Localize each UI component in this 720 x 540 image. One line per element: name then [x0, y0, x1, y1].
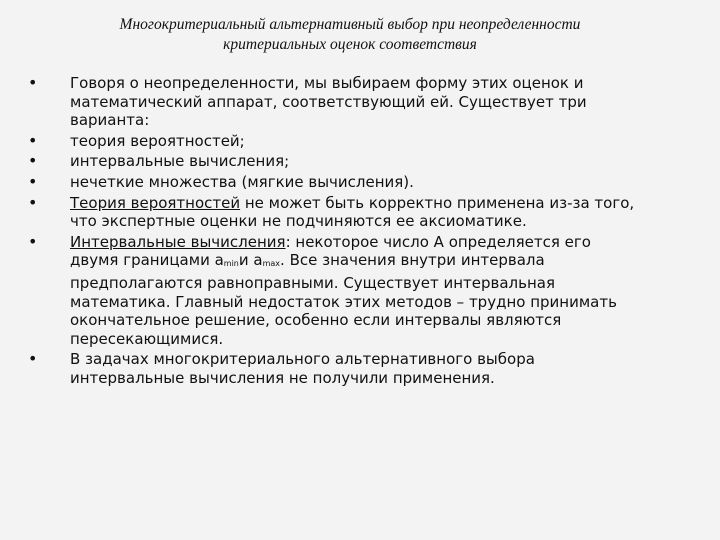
term-probability-theory: Теория вероятностей: [70, 193, 241, 212]
text-line: • Говоря о неопределенности, мы выбираем форму этих оценок и: [70, 74, 584, 92]
term-interval-computations: Интервальные вычисления: [70, 232, 286, 251]
text-line: математический аппарат, соответствующий ей. Существует три: [70, 92, 587, 111]
bullet-intro: [28, 74, 688, 130]
text-line: интервальные вычисления не получили применения.: [70, 368, 495, 387]
text-line: [70, 251, 688, 274]
bullet-interval-computations: [28, 233, 688, 349]
text-line: [70, 194, 688, 213]
text-line: • интервальные вычисления;: [70, 152, 290, 171]
text-line: • теория вероятностей;: [70, 131, 245, 150]
title-line-1: Многокритериальный альтернативный выбор при неопределенности: [119, 16, 581, 33]
text-line: пересекающимися.: [70, 329, 224, 348]
title-line-2: критериальных оценок соответствия: [223, 36, 477, 53]
bullet-probability: [28, 132, 688, 151]
text-fragment: . Все значения внутри интервала: [280, 251, 545, 270]
bullet-probability-theory: [28, 194, 688, 231]
text-line: математика. Главный недостаток этих методов – трудно принимать: [70, 292, 617, 311]
text-fragment: двумя границами a: [70, 251, 224, 270]
text-line: • нечеткие множества (мягкие вычисления).: [70, 172, 414, 191]
text-line: [70, 233, 688, 252]
text-line: что экспертные оценки не подчиняются ее аксиоматике.: [70, 212, 527, 231]
text-fragment: не может быть корректно применена из-за того,: [240, 193, 635, 212]
slide-title: [40, 15, 660, 55]
text-fragment: и a: [238, 251, 263, 270]
text-line: предполагаются равноправными. Существует интервальная: [70, 273, 555, 292]
bullet-interval: [28, 152, 688, 171]
text-line: окончательное решение, особенно если интервалы являются: [70, 311, 562, 330]
bullet-list: [28, 74, 688, 390]
bullet-fuzzy: [28, 173, 688, 192]
subscript-max: max: [262, 259, 281, 269]
text-line: • В задачах многокритериального альтернативного выбора: [70, 350, 535, 369]
subscript-min: min: [223, 259, 239, 269]
text-fragment: : некоторое число A определяется его: [285, 232, 591, 251]
bullet-conclusion: [28, 350, 688, 387]
text-line: варианта:: [70, 111, 150, 130]
